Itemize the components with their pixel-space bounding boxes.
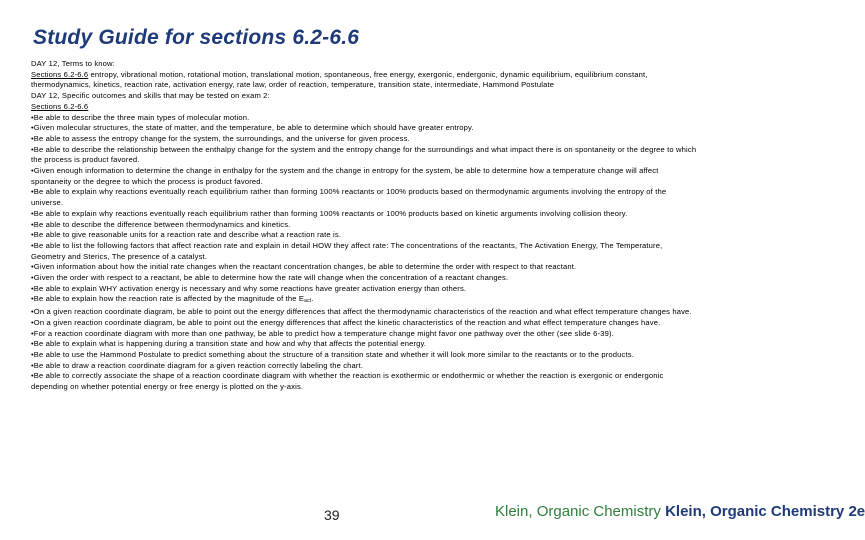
ea-bullet-text: •Be able to explain how the reaction rate is affected by the magnitude of the E <box>31 294 305 304</box>
footer-brand-text: Klein, Organic Chemistry <box>495 503 661 520</box>
ea-subscript: act <box>304 298 312 305</box>
list-item-activation-energy <box>31 294 697 307</box>
list-item: •Be able to explain why reactions eventually reach equilibrium rather than forming 100% reactants or 100% products based on kinetic arguments involving collision theory. <box>31 208 628 218</box>
list-item: •On a given reaction coordinate diagram, be able to point out the energy differences that affect the thermodynamic characteristics of the reaction and what effect temperature changes have. <box>31 307 692 317</box>
list-item: •Given the order with respect to a reactant, be able to determine how the rate will change when the concentration of a reactant changes. <box>31 273 509 283</box>
terms-paragraph <box>31 70 697 91</box>
page-title: Study Guide for sections 6.2-6.6 <box>33 26 360 49</box>
list-item: •Be able to describe the three main types of molecular motion. <box>31 112 250 122</box>
list-item: •Be able to explain WHY activation energy is necessary and why some reactions have greater activation energy than others. <box>31 283 467 293</box>
list-item: •Be able to use the Hammond Postulate to predict something about the structure of a transition state and whether it will look more similar to the reactants or to the products. <box>31 349 634 359</box>
list-item: •Be able to list the following factors that affect reaction rate and explain in detail HOW they affect rate: The concentrations of the reactants, The Activation Energy, The Temperature, Geometry and Sterics, The presence of a catalyst. <box>31 240 663 261</box>
list-item: •Be able to describe the difference between thermodynamics and kinetics. <box>31 219 291 229</box>
day12-outcomes-heading: DAY 12, Specific outcomes and skills that may be tested on exam 2: <box>31 91 270 101</box>
list-item: •Be able to assess the entropy change for the system, the surroundings, and the universe for given process. <box>31 133 410 143</box>
footer-brand <box>495 503 865 520</box>
list-item: •On a given reaction coordinate diagram, be able to point out the energy differences that affect the kinetic characteristics of the reaction and what effect temperature changes have. <box>31 317 661 327</box>
ea-bullet-suffix: . <box>311 294 314 304</box>
terms-list: entropy, vibrational motion, rotational motion, translational motion, spontaneous, free energy, exergonic, endergonic, dynamic equilibrium, equilibrium constant, thermodynamics, kinetics, reaction rate, activation energy, rate law, order of reaction, temperature, transition state, intermediate, Hammond Postulate <box>31 69 648 90</box>
list-item: •Be able to explain why reactions eventually reach equilibrium rather than forming 100% reactants or 100% products based on thermodynamic arguments involving the entropy of the universe. <box>31 187 667 208</box>
terms-section-label: Sections 6.2-6.6 <box>31 69 89 79</box>
list-item: •Given molecular structures, the state of matter, and the temperature, be able to determine which should have greater entropy. <box>31 123 474 133</box>
day12-terms-heading: DAY 12, Terms to know: <box>31 59 115 68</box>
page-number: 39 <box>324 507 340 523</box>
footer-brand-text-2e: Klein, Organic Chemistry 2e <box>665 503 865 520</box>
list-item: •Given enough information to determine the change in enthalpy for the system and the change in entropy for the system, be able to determine how a temperature change will affect spontaneity or the degree to which the process is product favored. <box>31 166 659 186</box>
study-guide-body <box>31 59 697 393</box>
outcomes-section-label: Sections 6.2-6.6 <box>31 101 89 111</box>
list-item: •Be able to draw a reaction coordinate diagram for a given reaction correctly labeling the chart. <box>31 360 364 370</box>
list-item: •Be able to correctly associate the shape of a reaction coordinate diagram with whether the reaction is exothermic or endothermic or whether the reaction is exergonic or endergonic depending on whether potential energy or free energy is plotted on the y-axis. <box>31 371 664 392</box>
list-item: •Be able to describe the relationship between the enthalpy change for the system and the entropy change for the surroundings and what impact there is on spontaneity or the degree to which the process is product favored. <box>31 144 697 165</box>
list-item: •Be able to explain what is happening during a transition state and how and why that affects the potential energy. <box>31 339 427 349</box>
list-item: •Given information about how the initial rate changes when the reactant concentration changes, be able to determine the order with respect to that reactant. <box>31 262 577 272</box>
list-item: •For a reaction coordinate diagram with more than one pathway, be able to predict how a temperature change might favor one pathway over the other (see slide 6-39). <box>31 328 614 338</box>
list-item: •Be able to give reasonable units for a reaction rate and describe what a reaction rate is. <box>31 230 342 240</box>
